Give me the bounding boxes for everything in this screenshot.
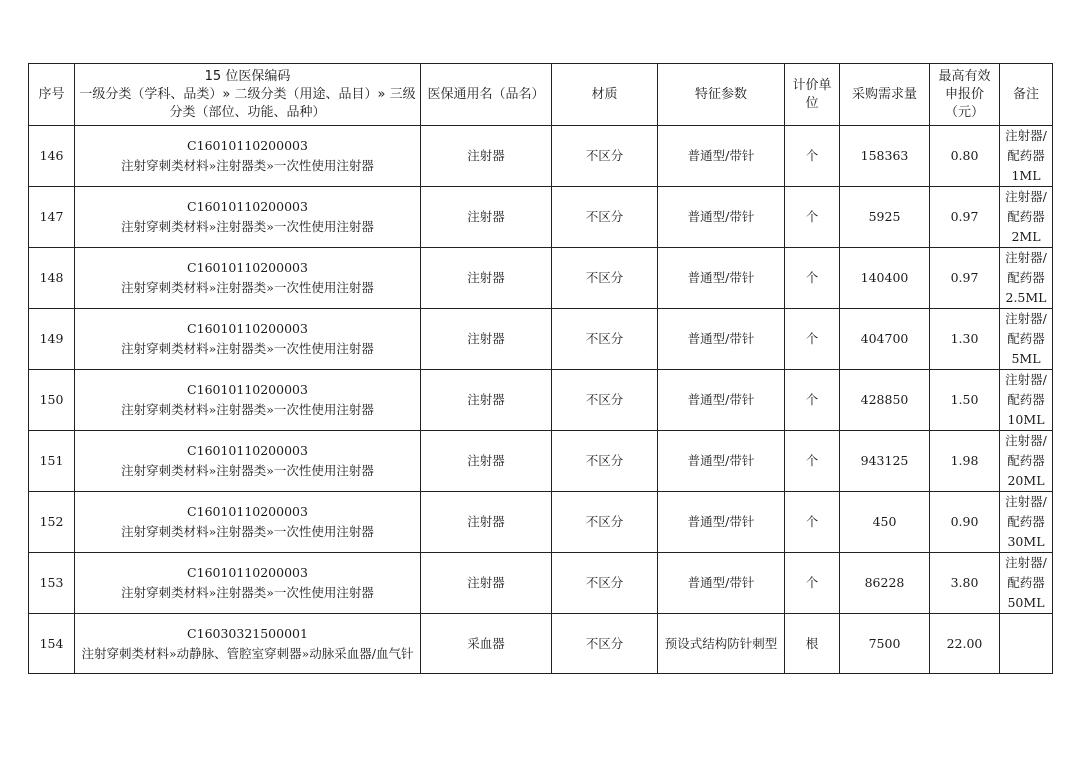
table-row <box>29 126 1053 187</box>
cell-material: 不区分 <box>552 553 658 614</box>
header-code <box>75 64 421 126</box>
cell-unit: 个 <box>785 248 840 309</box>
cell-price: 1.30 <box>930 309 1000 370</box>
cell-unit: 个 <box>785 126 840 187</box>
cell-unit: 个 <box>785 431 840 492</box>
cell-name: 注射器 <box>421 492 552 553</box>
cell-note: 注射器/配药器2.5ML <box>1000 248 1053 309</box>
cell-code-category: 注射穿刺类材料»注射器类»一次性使用注射器 <box>121 402 374 417</box>
header-seq: 序号 <box>29 64 75 126</box>
cell-code-category: 注射穿刺类材料»动静脉、管腔室穿刺器»动脉采血器/血气针 <box>81 645 414 661</box>
header-price: 最高有效申报价（元） <box>930 64 1000 126</box>
cell-code <box>75 309 421 370</box>
cell-note: 注射器/配药器2ML <box>1000 187 1053 248</box>
cell-material: 不区分 <box>552 492 658 553</box>
header-qty: 采购需求量 <box>840 64 930 126</box>
cell-code <box>75 370 421 431</box>
cell-name: 注射器 <box>421 248 552 309</box>
cell-qty: 943125 <box>840 431 930 492</box>
cell-unit: 个 <box>785 553 840 614</box>
cell-seq: 148 <box>29 248 75 309</box>
cell-code <box>75 431 421 492</box>
cell-note <box>1000 614 1053 674</box>
cell-qty: 5925 <box>840 187 930 248</box>
header-unit: 计价单位 <box>785 64 840 126</box>
cell-qty: 428850 <box>840 370 930 431</box>
header-material: 材质 <box>552 64 658 126</box>
cell-name: 注射器 <box>421 309 552 370</box>
cell-code-number: C16030321500001 <box>187 625 308 641</box>
cell-note: 注射器/配药器5ML <box>1000 309 1053 370</box>
cell-code-category: 注射穿刺类材料»注射器类»一次性使用注射器 <box>121 158 374 173</box>
cell-note: 注射器/配药器30ML <box>1000 492 1053 553</box>
cell-code <box>75 492 421 553</box>
cell-note: 注射器/配药器10ML <box>1000 370 1053 431</box>
cell-unit: 个 <box>785 187 840 248</box>
cell-code-number: C16010110200003 <box>187 504 308 519</box>
table-row <box>29 309 1053 370</box>
cell-seq: 149 <box>29 309 75 370</box>
cell-code-category: 注射穿刺类材料»注射器类»一次性使用注射器 <box>121 585 374 600</box>
table-row <box>29 248 1053 309</box>
cell-unit: 个 <box>785 370 840 431</box>
cell-material: 不区分 <box>552 614 658 674</box>
cell-qty: 404700 <box>840 309 930 370</box>
cell-code <box>75 126 421 187</box>
cell-code-number: C16010110200003 <box>187 260 308 275</box>
header-spec: 特征参数 <box>658 64 785 126</box>
cell-spec: 普通型/带针 <box>658 431 785 492</box>
cell-qty: 158363 <box>840 126 930 187</box>
cell-unit: 个 <box>785 309 840 370</box>
cell-spec: 普通型/带针 <box>658 370 785 431</box>
cell-seq: 151 <box>29 431 75 492</box>
cell-material: 不区分 <box>552 248 658 309</box>
cell-code-number: C16010110200003 <box>187 199 308 214</box>
table-row <box>29 553 1053 614</box>
cell-material: 不区分 <box>552 370 658 431</box>
cell-qty: 140400 <box>840 248 930 309</box>
procurement-table <box>28 63 1053 674</box>
cell-price: 1.98 <box>930 431 1000 492</box>
cell-code <box>75 248 421 309</box>
cell-seq: 147 <box>29 187 75 248</box>
header-note: 备注 <box>1000 64 1053 126</box>
cell-name: 注射器 <box>421 126 552 187</box>
header-code-line1: 15 位医保编码 <box>204 68 291 84</box>
cell-material: 不区分 <box>552 126 658 187</box>
cell-code-number: C16010110200003 <box>187 382 308 397</box>
cell-qty: 86228 <box>840 553 930 614</box>
cell-unit: 个 <box>785 492 840 553</box>
cell-material: 不区分 <box>552 309 658 370</box>
cell-code-number: C16010110200003 <box>187 138 308 153</box>
cell-code-number: C16010110200003 <box>187 321 308 336</box>
cell-name: 采血器 <box>421 614 552 674</box>
cell-price: 0.80 <box>930 126 1000 187</box>
cell-price: 3.80 <box>930 553 1000 614</box>
table-row <box>29 614 1053 674</box>
cell-spec: 普通型/带针 <box>658 187 785 248</box>
cell-name: 注射器 <box>421 187 552 248</box>
cell-spec: 普通型/带针 <box>658 553 785 614</box>
cell-seq: 150 <box>29 370 75 431</box>
cell-code <box>75 187 421 248</box>
table-row <box>29 492 1053 553</box>
cell-unit: 根 <box>785 614 840 674</box>
cell-note: 注射器/配药器20ML <box>1000 431 1053 492</box>
cell-material: 不区分 <box>552 187 658 248</box>
cell-code <box>75 553 421 614</box>
table-row <box>29 431 1053 492</box>
cell-seq: 146 <box>29 126 75 187</box>
cell-spec: 普通型/带针 <box>658 492 785 553</box>
cell-name: 注射器 <box>421 370 552 431</box>
cell-code-category: 注射穿刺类材料»注射器类»一次性使用注射器 <box>121 280 374 295</box>
cell-price: 0.97 <box>930 187 1000 248</box>
header-name: 医保通用名（品名） <box>421 64 552 126</box>
header-row <box>29 64 1053 126</box>
cell-name: 注射器 <box>421 553 552 614</box>
cell-seq: 153 <box>29 553 75 614</box>
cell-note: 注射器/配药器1ML <box>1000 126 1053 187</box>
cell-code-category: 注射穿刺类材料»注射器类»一次性使用注射器 <box>121 524 374 539</box>
cell-qty: 450 <box>840 492 930 553</box>
cell-seq: 152 <box>29 492 75 553</box>
cell-name: 注射器 <box>421 431 552 492</box>
table-row <box>29 370 1053 431</box>
cell-price: 22.00 <box>930 614 1000 674</box>
cell-code-category: 注射穿刺类材料»注射器类»一次性使用注射器 <box>121 463 374 478</box>
header-code-line2: 一级分类（学科、品类）» 二级分类（用途、品目）» 三级分类（部位、功能、品种） <box>79 86 416 120</box>
cell-price: 1.50 <box>930 370 1000 431</box>
cell-price: 0.97 <box>930 248 1000 309</box>
cell-code-number: C16010110200003 <box>187 565 308 580</box>
table-row <box>29 187 1053 248</box>
cell-seq: 154 <box>29 614 75 674</box>
cell-spec: 普通型/带针 <box>658 309 785 370</box>
cell-qty: 7500 <box>840 614 930 674</box>
cell-spec: 预设式结构防针刺型 <box>658 614 785 674</box>
cell-code-category: 注射穿刺类材料»注射器类»一次性使用注射器 <box>121 341 374 356</box>
cell-code <box>75 614 421 674</box>
cell-code-category: 注射穿刺类材料»注射器类»一次性使用注射器 <box>121 219 374 234</box>
cell-price: 0.90 <box>930 492 1000 553</box>
cell-code-number: C16010110200003 <box>187 443 308 458</box>
cell-note: 注射器/配药器50ML <box>1000 553 1053 614</box>
cell-spec: 普通型/带针 <box>658 248 785 309</box>
cell-spec: 普通型/带针 <box>658 126 785 187</box>
cell-material: 不区分 <box>552 431 658 492</box>
